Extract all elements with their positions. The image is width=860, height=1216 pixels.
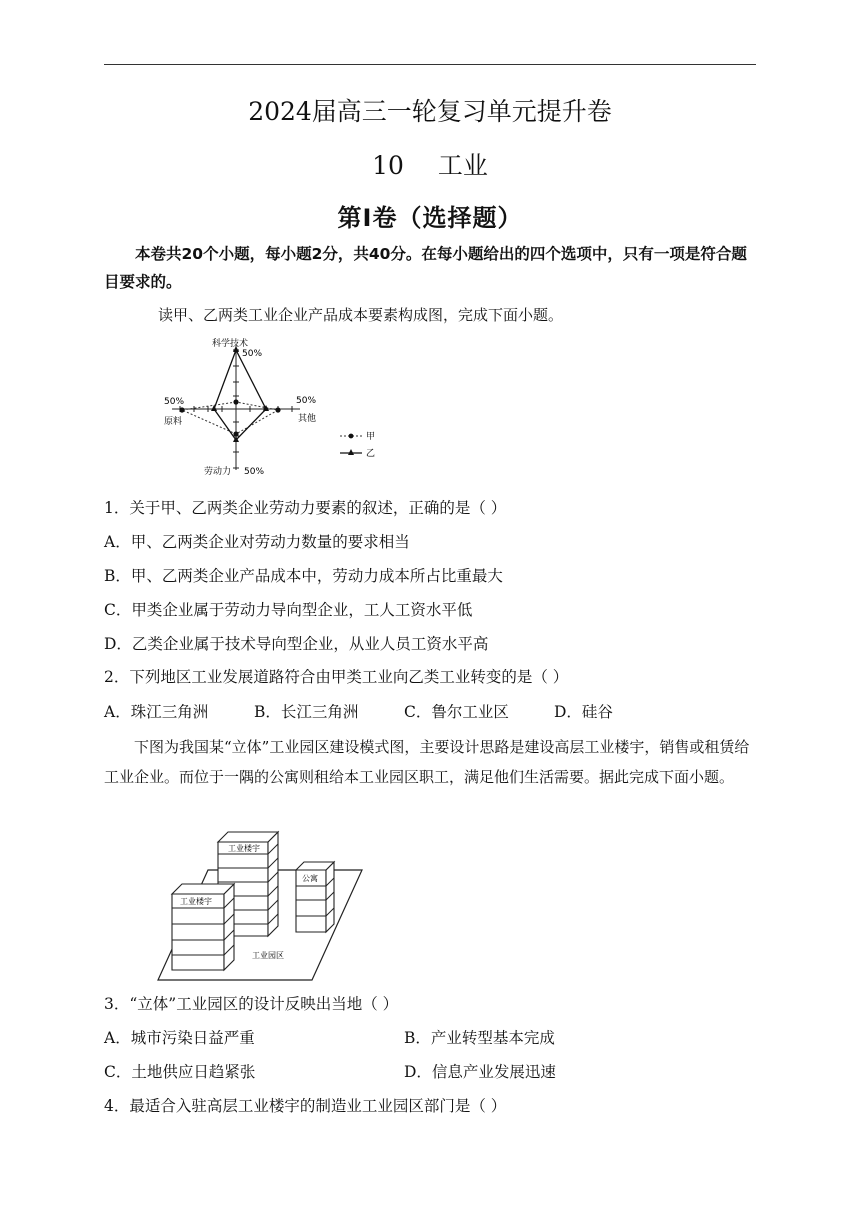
exam-title: 2024届高三一轮复习单元提升卷 — [248, 97, 612, 126]
label-other-pct: 50% — [296, 396, 317, 406]
label-labor-pct: 50% — [244, 467, 265, 477]
series-jia-point-tech — [233, 399, 238, 404]
series-jia-point-raw — [179, 407, 184, 412]
q1-option-a: A．甲、乙两类企业对劳动力数量的要求相当 — [104, 533, 410, 551]
label-park: 工业园区 — [252, 951, 284, 960]
q2-option-b: B．长江三角洲 — [254, 703, 359, 721]
legend-yi-marker — [348, 449, 354, 455]
q3-option-c: C．土地供应日趋紧张 — [104, 1063, 256, 1081]
legend-jia-marker — [349, 434, 354, 439]
q1-option-c: C．甲类企业属于劳动力导向型企业，工人工资水平低 — [104, 601, 473, 619]
q3-stem: 3．“立体”工业园区的设计反映出当地（ ） — [104, 995, 399, 1013]
q4-stem: 4．最适合入驻高层工业楼宇的制造业工业园区部门是（ ） — [104, 1097, 507, 1115]
q3-option-b: B．产业转型基本完成 — [404, 1029, 555, 1047]
q1-option-d: D．乙类企业属于技术导向型企业，从业人员工资水平高 — [104, 635, 489, 653]
q2-option-d: D．硅谷 — [554, 703, 613, 721]
q2-option-c: C．鲁尔工业区 — [404, 703, 509, 721]
building-front — [172, 884, 234, 970]
legend-yi: 乙 — [366, 449, 376, 459]
label-building-tall: 工业楼宇 — [228, 844, 260, 853]
q1-option-b: B．甲、乙两类企业产品成本中，劳动力成本所占比重最大 — [104, 567, 503, 585]
series-yi-outline — [214, 350, 266, 440]
label-other: 其他 — [298, 414, 317, 424]
label-raw-pct: 50% — [164, 397, 185, 407]
label-tech-pct: 50% — [242, 349, 263, 359]
header-rule — [104, 64, 756, 65]
section-title: 第Ⅰ卷（选择题） — [337, 204, 523, 232]
cost-factor-figure — [150, 336, 390, 482]
unit-title — [0, 146, 860, 182]
group1-intro: 读甲、乙两类工业企业产品成本要素构成图，完成下面小题。 — [158, 306, 564, 324]
legend-jia: 甲 — [366, 432, 376, 442]
q3-option-d: D．信息产业发展迅速 — [404, 1063, 556, 1081]
label-tech: 科学技术 — [212, 339, 249, 349]
industrial-park-figure — [150, 828, 366, 984]
group2-intro: 下图为我国某“立体”工业园区建设模式图，主要设计思路是建设高层工业楼宇，销售或租赁给工业企业。而位于一隅的公寓则租给本工业园区职工，满足他们生活需要。据此完成下面小题。 — [104, 738, 750, 786]
apartment-building — [296, 862, 334, 932]
q1-stem: 1．关于甲、乙两类企业劳动力要素的叙述，正确的是（ ） — [104, 499, 507, 517]
series-jia-outline — [182, 402, 278, 434]
series-jia-point-other — [275, 407, 280, 412]
q3-option-a: A．城市污染日益严重 — [104, 1029, 255, 1047]
q2-stem: 2．下列地区工业发展道路符合由甲类工业向乙类工业转变的是（ ） — [104, 668, 569, 686]
unit-number: 10 — [372, 151, 404, 180]
label-labor: 劳动力 — [204, 467, 232, 477]
label-building-front: 工业楼宇 — [180, 897, 212, 906]
series-jia-point-labor — [233, 431, 238, 436]
instructions: 本卷共20个小题，每小题2分，共40分。在每小题给出的四个选项中，只有一项是符合题目要求的。 — [104, 245, 747, 291]
unit-name: 工业 — [437, 151, 488, 180]
label-apartment: 公寓 — [302, 874, 318, 883]
q2-option-a: A．珠江三角洲 — [104, 703, 209, 721]
label-raw: 原料 — [164, 417, 183, 427]
